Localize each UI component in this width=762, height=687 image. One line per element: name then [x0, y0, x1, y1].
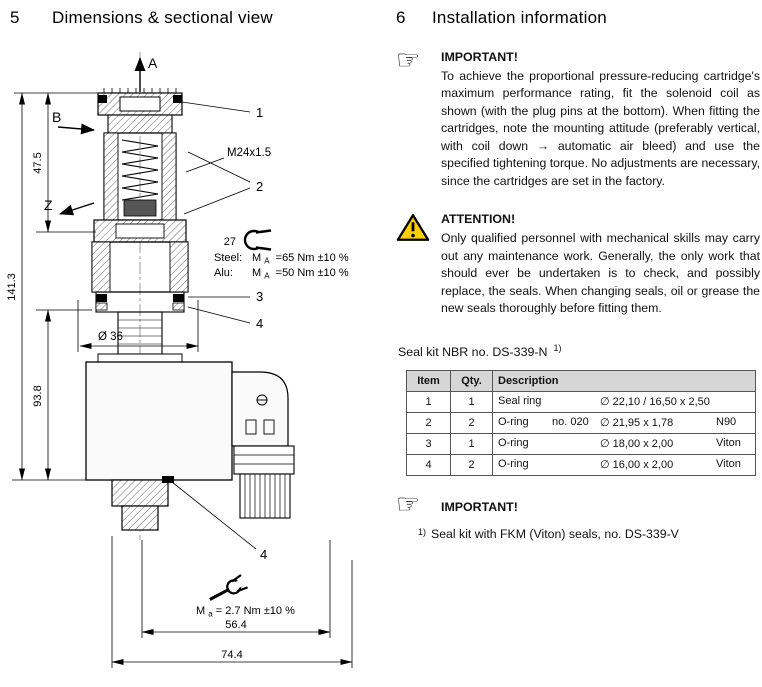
footnote-text: Seal kit with FKM (Viton) seals, no. DS-339-V	[431, 526, 679, 541]
seal-name: Seal ring	[498, 395, 542, 408]
callout-2: 2	[256, 179, 264, 194]
dim-47-5: 47.5	[32, 152, 44, 174]
installation-section	[396, 0, 760, 687]
note-body: To achieve the proportional pressure-reducing cartridge's maximum performance rating, fit the solenoid coil as shown (with the plug pins at the bottom). When fitting the cartridges, note the mounting attitude (preferably vertical, with coil down → automatic air bleed) and use the specified tightening torque. No adjustments are necessary, since the cartridges are set in the factory.	[441, 69, 760, 188]
footnote-ref: 1)	[418, 526, 427, 537]
callout-4b: 4	[260, 547, 268, 562]
important-note-2	[396, 488, 760, 521]
col-header-qty: Qty.	[451, 370, 493, 391]
view-label-b: B	[52, 109, 62, 125]
cell-qty: 1	[451, 391, 493, 412]
cell-item: 4	[407, 454, 451, 475]
seal-material: N90	[716, 416, 737, 429]
section-arrows	[44, 55, 158, 214]
cell-qty: 1	[451, 433, 493, 454]
seal-size: ∅ 16,00 x 2,00	[600, 459, 674, 472]
pointing-hand-icon: ☞	[396, 488, 421, 519]
seal-name: O-ring	[498, 437, 529, 450]
torque-annotation	[214, 231, 349, 282]
view-label-a: A	[148, 55, 158, 71]
table-row	[407, 433, 756, 454]
note-content	[441, 212, 760, 317]
dim-74-4: 74.4	[221, 649, 243, 661]
seal-name: O-ring	[498, 416, 529, 429]
table-row	[407, 391, 756, 412]
seal-kit-table	[406, 370, 756, 476]
solenoid-coil	[86, 354, 294, 530]
seal-kit-title	[398, 343, 760, 359]
section-number: 6	[396, 8, 406, 27]
note-content	[441, 50, 760, 190]
dim-93-8: 93.8	[32, 385, 44, 407]
table-header-row	[407, 370, 756, 391]
cell-item: 3	[407, 433, 451, 454]
wrench-icon	[245, 231, 271, 250]
ma-torque-label: M $_a$ = 2.7 Nm ±10 %	[196, 605, 295, 619]
note-body: Only qualified personnel with mechanical skills may carry out any maintenance work. Generally, the only work that should ever be undertaken is to check, and possibly replace, the seals. When changing seals, oil or grease the new seals thoroughly before fitting them.	[441, 231, 760, 315]
note-content	[441, 500, 760, 514]
cell-description	[493, 454, 756, 475]
cell-description	[493, 391, 756, 412]
callout-4: 4	[256, 316, 264, 331]
col-header-item: Item	[407, 370, 451, 391]
warning-triangle-icon	[396, 212, 432, 317]
dim-141-3: 141.3	[6, 273, 18, 301]
tool-icon	[207, 575, 248, 606]
seal-size: ∅ 22,10 / 16,50 x 2,50	[600, 396, 710, 409]
attention-note	[396, 212, 760, 317]
callout-3: 3	[256, 289, 264, 304]
cell-qty: 2	[451, 412, 493, 433]
view-label-z: Z	[44, 197, 53, 213]
cell-description	[493, 433, 756, 454]
note-title: IMPORTANT!	[441, 500, 518, 515]
seal-size: ∅ 18,00 x 2,00	[600, 438, 674, 451]
seal-material: Viton	[716, 437, 741, 450]
seal-kit-title-text: Seal kit NBR no. DS-339-N	[398, 345, 548, 360]
section-number: 5	[10, 8, 20, 27]
callout-1: 1	[256, 105, 264, 120]
footnote-ref: 1)	[553, 343, 562, 354]
table-row	[407, 454, 756, 475]
pointing-hand-icon: ☞	[396, 45, 421, 75]
table-row	[407, 412, 756, 433]
section-heading-6	[396, 8, 760, 28]
ma-torque-annotation	[196, 575, 295, 619]
dim-dia-36: Ø 36	[98, 331, 123, 343]
note-title: IMPORTANT!	[441, 50, 518, 64]
cell-qty: 2	[451, 454, 493, 475]
seal-name: O-ring	[498, 458, 529, 471]
dim-56-4: 56.4	[225, 619, 247, 631]
seal-size: ∅ 21,95 x 1,78	[600, 417, 674, 430]
alu-torque-label: Alu: M $_A$ =50 Nm ±10 %	[214, 267, 349, 281]
thread-label: M24x1.5	[227, 147, 272, 159]
important-note-1	[396, 45, 760, 190]
wrench-size-label: 27	[223, 236, 236, 248]
steel-torque-label: Steel: M $_A$ =65 Nm ±10 %	[214, 252, 349, 266]
seal-material: Viton	[716, 458, 741, 471]
note-title: ATTENTION!	[441, 212, 516, 227]
seal-kit-footnote	[418, 527, 760, 541]
seal-note: no. 020	[552, 416, 589, 429]
section-title: Installation information	[432, 8, 607, 27]
section-title: Dimensions & sectional view	[52, 8, 273, 27]
section-heading-5	[10, 8, 273, 28]
cell-item: 1	[407, 391, 451, 412]
cell-item: 2	[407, 412, 451, 433]
col-header-description: Description	[493, 370, 756, 391]
sectional-drawing	[0, 30, 392, 685]
cell-description	[493, 412, 756, 433]
